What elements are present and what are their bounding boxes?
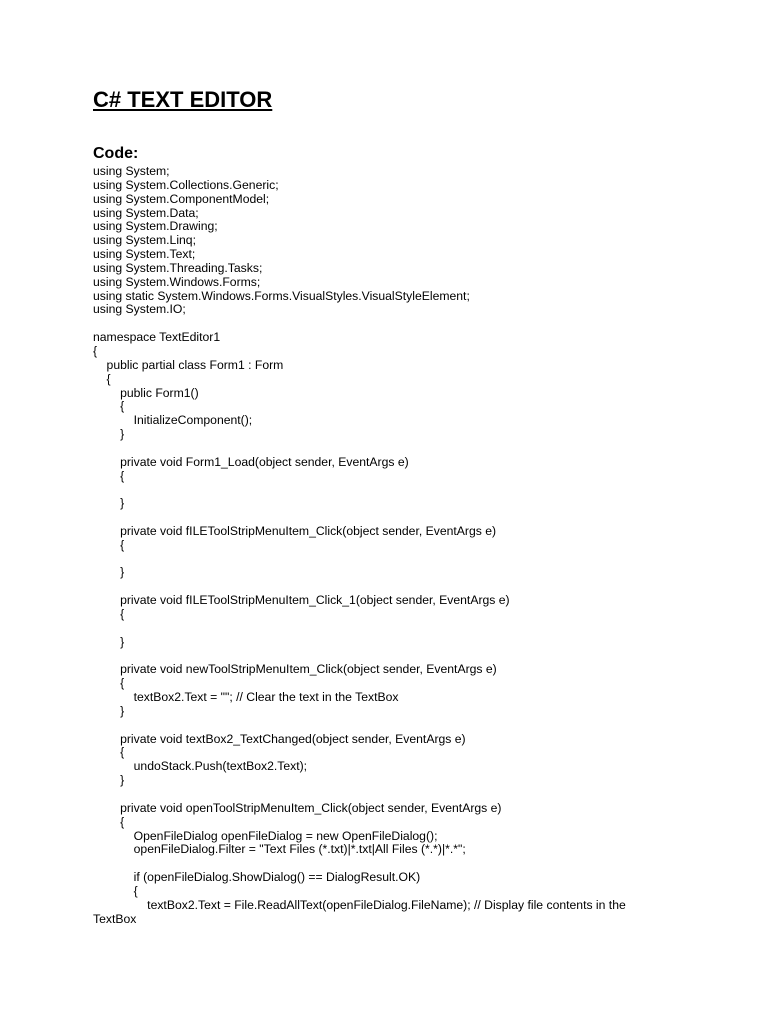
code-line: undoStack.Push(textBox2.Text); bbox=[93, 759, 308, 774]
code-line: public partial class Form1 : Form bbox=[93, 357, 284, 372]
code-line: using System.Drawing; bbox=[93, 219, 218, 234]
code-line: private void Form1_Load(object sender, EventArgs e) bbox=[93, 454, 409, 469]
code-line: textBox2.Text = File.ReadAllText(openFileDialog.FileName); // Display file contents in the bbox=[93, 897, 626, 912]
code-line: TextBox bbox=[93, 911, 137, 926]
code-line bbox=[93, 580, 743, 594]
code-line: } bbox=[93, 703, 125, 718]
code-line: using static System.Windows.Forms.VisualStyles.VisualStyleElement; bbox=[93, 288, 470, 303]
code-line: private void newToolStripMenuItem_Click(object sender, EventArgs e) bbox=[93, 662, 497, 677]
code-line: { bbox=[93, 399, 125, 414]
code-line: { bbox=[93, 676, 125, 691]
code-line: private void fILEToolStripMenuItem_Click(object sender, EventArgs e) bbox=[93, 523, 497, 538]
code-line: openFileDialog.Filter = "Text Files (*.txt)|*.txt|All Files (*.*)|*.*"; bbox=[93, 842, 466, 857]
code-line: using System; bbox=[93, 164, 170, 178]
code-line: } bbox=[93, 634, 125, 649]
code-line: { bbox=[93, 371, 111, 386]
code-line: using System.Linq; bbox=[93, 233, 196, 248]
code-line bbox=[93, 511, 743, 525]
code-line: { bbox=[93, 343, 98, 358]
code-line bbox=[93, 857, 743, 871]
code-line: public Form1() bbox=[93, 385, 199, 400]
code-line bbox=[93, 719, 743, 733]
code-line: private void openToolStripMenuItem_Click(object sender, EventArgs e) bbox=[93, 800, 502, 815]
code-line: { bbox=[93, 607, 125, 621]
code-line bbox=[93, 622, 743, 636]
code-line bbox=[93, 442, 743, 456]
code-line: private void textBox2_TextChanged(object sender, EventArgs e) bbox=[93, 731, 466, 746]
code-line: namespace TextEditor1 bbox=[93, 330, 221, 345]
code-line: { bbox=[93, 468, 125, 483]
code-line bbox=[93, 553, 743, 567]
code-line: using System.Text; bbox=[93, 247, 196, 262]
code-line: textBox2.Text = ""; // Clear the text in the TextBox bbox=[93, 690, 399, 705]
code-line: } bbox=[93, 773, 125, 788]
code-line bbox=[93, 317, 743, 331]
code-line: { bbox=[93, 537, 125, 552]
code-line: { bbox=[93, 745, 125, 760]
code-line: private void fILEToolStripMenuItem_Click_1(object sender, EventArgs e) bbox=[93, 593, 510, 608]
code-line bbox=[93, 650, 743, 664]
document-title: C# TEXT EDITOR bbox=[93, 87, 273, 112]
code-line: using System.ComponentModel; bbox=[93, 191, 270, 206]
code-line: InitializeComponent(); bbox=[93, 413, 253, 428]
code-line bbox=[93, 788, 743, 802]
code-line: using System.Data; bbox=[93, 205, 199, 220]
code-line: { bbox=[93, 883, 138, 898]
code-line: { bbox=[93, 814, 125, 829]
code-line: } bbox=[93, 427, 125, 442]
code-line: } bbox=[93, 565, 125, 580]
code-line: OpenFileDialog openFileDialog = new OpenFileDialog(); bbox=[93, 828, 438, 843]
code-line: if (openFileDialog.ShowDialog() == DialogResult.OK) bbox=[93, 870, 421, 885]
code-section-heading: Code: bbox=[93, 145, 139, 162]
code-line bbox=[93, 483, 743, 497]
code-line: using System.IO; bbox=[93, 302, 186, 317]
code-block bbox=[93, 165, 743, 926]
code-line: using System.Collections.Generic; bbox=[93, 177, 279, 192]
code-line: } bbox=[93, 496, 125, 511]
code-line: using System.Windows.Forms; bbox=[93, 274, 261, 289]
code-line: using System.Threading.Tasks; bbox=[93, 260, 263, 275]
